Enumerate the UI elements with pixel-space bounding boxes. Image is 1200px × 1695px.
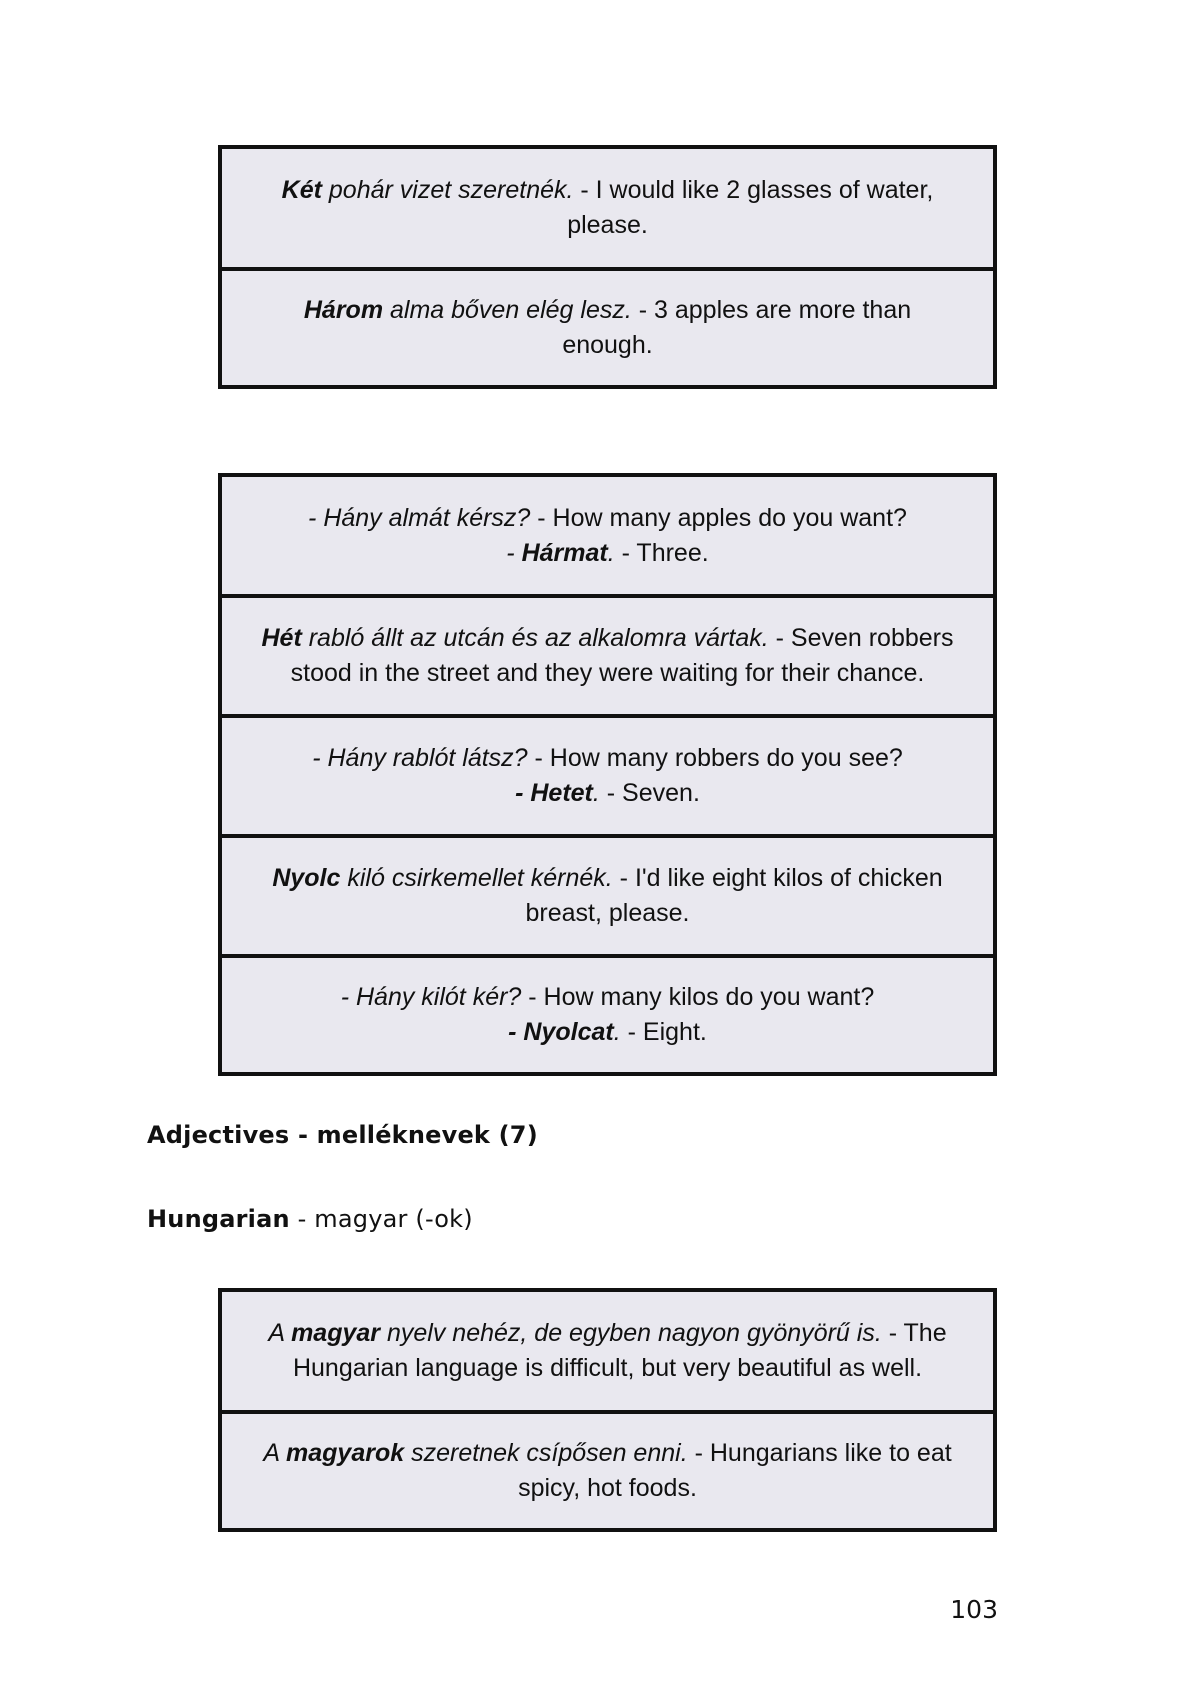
text-run: - Nyolcat	[508, 1018, 614, 1046]
text-run: - Hetet	[515, 779, 593, 807]
vocabulary-translation: - magyar (-ok)	[289, 1205, 473, 1233]
example-row	[222, 834, 993, 954]
vocabulary-entry	[147, 1205, 473, 1233]
example-line	[515, 776, 700, 811]
text-run: -	[506, 538, 522, 567]
text-run: please.	[567, 211, 648, 239]
vocabulary-term: Hungarian	[147, 1205, 290, 1233]
example-line	[308, 501, 907, 536]
text-run: kiló csirkemellet kérnék.	[340, 864, 613, 892]
text-run: stood in the street and they were waiting for their chance.	[290, 659, 925, 687]
text-run: - How many apples do you want?	[530, 503, 907, 532]
example-line	[304, 293, 911, 328]
example-row	[222, 594, 993, 714]
section-heading: Adjectives - melléknevek (7)	[147, 1121, 538, 1149]
example-line	[341, 980, 875, 1015]
text-run: enough.	[562, 331, 653, 359]
example-row	[222, 477, 993, 594]
example-line	[312, 741, 903, 776]
text-run: szeretnek csípősen enni.	[404, 1439, 688, 1467]
example-line	[526, 896, 690, 931]
text-run: - 3 apples are more than	[631, 296, 912, 324]
text-run: .	[607, 538, 615, 567]
example-line	[293, 1351, 922, 1386]
example-line	[506, 536, 708, 571]
text-run: - Hány kilót kér?	[340, 983, 522, 1011]
example-line	[263, 1436, 951, 1471]
example-table-1	[218, 145, 997, 389]
text-run: alma bőven elég lesz.	[383, 296, 632, 324]
text-run: - I would like 2 glasses of water,	[573, 176, 934, 204]
text-run: spicy, hot foods.	[518, 1474, 697, 1502]
text-run: .	[592, 779, 600, 807]
text-run: Nyolc	[272, 864, 341, 892]
text-run: - I'd like eight kilos of chicken	[612, 864, 943, 892]
example-row	[222, 1292, 993, 1410]
text-run: Három	[303, 296, 384, 324]
text-run: - Hungarians like to eat	[687, 1439, 952, 1467]
text-run: Hármat	[521, 538, 608, 567]
example-table-2	[218, 473, 997, 1076]
text-run: rabló állt az utcán és az alkalomra vártak.	[301, 624, 769, 652]
example-line	[261, 621, 953, 656]
example-row	[222, 1410, 993, 1528]
text-run: Két	[281, 176, 322, 204]
text-run: A	[268, 1319, 292, 1347]
text-run: magyarok	[286, 1439, 405, 1467]
text-run: breast, please.	[525, 899, 690, 927]
example-line	[562, 328, 652, 363]
example-line	[508, 1015, 707, 1050]
example-line	[272, 861, 942, 896]
text-run: - How many robbers do you see?	[527, 744, 903, 772]
example-line	[268, 1316, 946, 1351]
text-run: Hungarian language is difficult, but very beautiful as well.	[292, 1354, 923, 1382]
text-run: A	[263, 1439, 287, 1467]
example-row	[222, 714, 993, 834]
example-line	[291, 656, 925, 691]
text-run: - Seven robbers	[768, 624, 954, 652]
text-run: magyar	[291, 1319, 381, 1347]
example-row	[222, 267, 993, 385]
page-number: 103	[950, 1595, 998, 1624]
text-run: pohár vizet szeretnék.	[321, 176, 574, 204]
example-line	[518, 1471, 697, 1506]
text-run: - How many kilos do you want?	[521, 983, 875, 1011]
text-run: nyelv nehéz, de egyben nagyon gyönyörű is.	[380, 1319, 882, 1347]
example-table-3	[218, 1288, 997, 1532]
text-run: .	[613, 1018, 621, 1046]
text-run: - Hány almát kérsz?	[308, 503, 531, 532]
text-run: - Eight.	[620, 1018, 707, 1046]
text-run: - The	[881, 1319, 947, 1347]
example-row	[222, 149, 993, 267]
text-run: - Seven.	[599, 779, 700, 807]
text-run: Hét	[261, 624, 302, 652]
example-line	[282, 173, 934, 208]
example-row	[222, 954, 993, 1072]
text-run: - Hány rablót látsz?	[312, 744, 528, 772]
text-run: - Three.	[614, 538, 709, 567]
example-line	[567, 208, 648, 243]
